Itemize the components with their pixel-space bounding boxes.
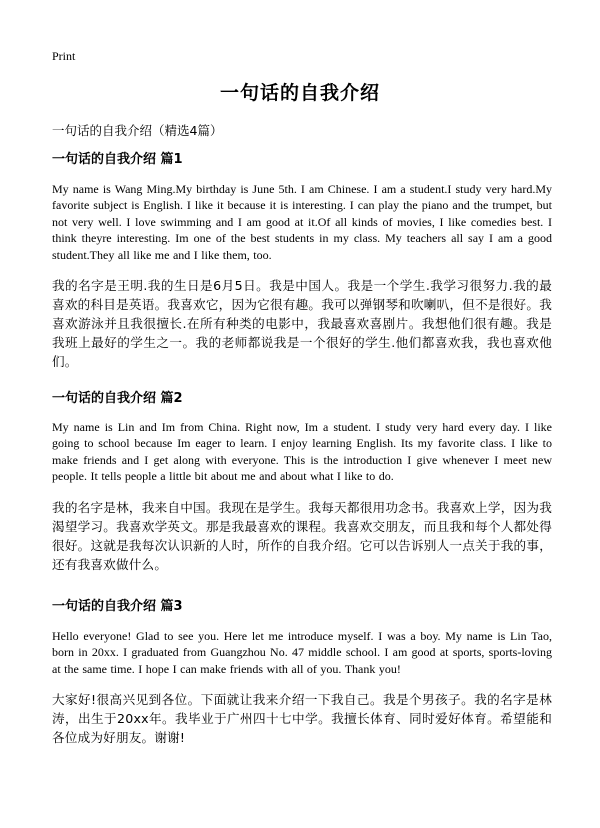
document-subtitle: 一句话的自我介绍（精选4篇） (52, 123, 223, 138)
chinese-paragraph: 我的名字是王明.我的生日是6月5日。我是中国人。我是一个学生.我学习很努力.我的最喜欢的科目是英语。我喜欢它，因为它很有趣。我可以弹钢琴和吹喇叭，但不是很好。我喜欢游泳并且我很擅长.在所有种类的电影中，我最喜欢喜剧片。我想他们很有趣。我是我班上最好的学生之一。我的老师都说我是一个很好的学生.他们都喜欢我，我也喜欢他们。 (52, 278, 552, 370)
chinese-paragraph: 我的名字是林，我来自中国。我现在是学生。我每天都很用功念书。我喜欢上学，因为我渴望学习。我喜欢学英文。那是我最喜欢的课程。我喜欢交朋友，而且我和每个人都处得很好。这就是我每次认识新的人时，所作的自我介绍。它可以告诉别人一点关于我的事，还有我喜欢做什么。 (52, 499, 552, 572)
section-heading: 一句话的自我介绍 篇2 (52, 391, 183, 406)
section-2 (52, 390, 552, 574)
section-heading: 一句话的自我介绍 篇1 (52, 152, 183, 167)
english-paragraph: Hello everyone! Glad to see you. Here let me introduce myself. I was a boy. My name is Lin Tao, born in 20xx. I graduated from Guangzhou No. 47 middle school. I am good at sports, sports-loving at the same time. I hope I can make friends with all of you. Thank you! (52, 629, 552, 676)
english-paragraph: My name is Wang Ming.My birthday is June 5th. I am Chinese. I am a student.I study very hard.My favorite subject is English. I like it because it is interesting. I can play the piano and the trumpet, but not very well. I love swimming and I am good at it.Of all kinds of movies, I like comedies best. I think theyre interesting. Im one of the best students in my class. My teachers all say I am a good student.They all like me and I like them, too. (52, 182, 552, 262)
section-1 (52, 151, 552, 371)
chinese-paragraph: 大家好!很高兴见到各位。下面就让我来介绍一下我自己。我是个男孩子。我的名字是林涛，出生于20xx年。我毕业于广州四十七中学。我擅长体育、同时爱好体育。希望能和各位成为好朋友。谢谢! (52, 692, 552, 746)
section-heading: 一句话的自我介绍 篇3 (52, 599, 183, 614)
english-paragraph: My name is Lin and Im from China. Right now, Im a student. I study very hard every day. I like going to school because Im eager to learn. I enjoy learning English. Its my favorite class. I like to make friends and I get along with everyone. This is the introduction I give whenever I meet new people. It tells people a little bit about me and about what I like to do. (52, 420, 552, 484)
print-link[interactable]: Print (52, 49, 76, 63)
page-title: 一句话的自我介绍 (219, 82, 380, 104)
section-3 (52, 598, 552, 747)
